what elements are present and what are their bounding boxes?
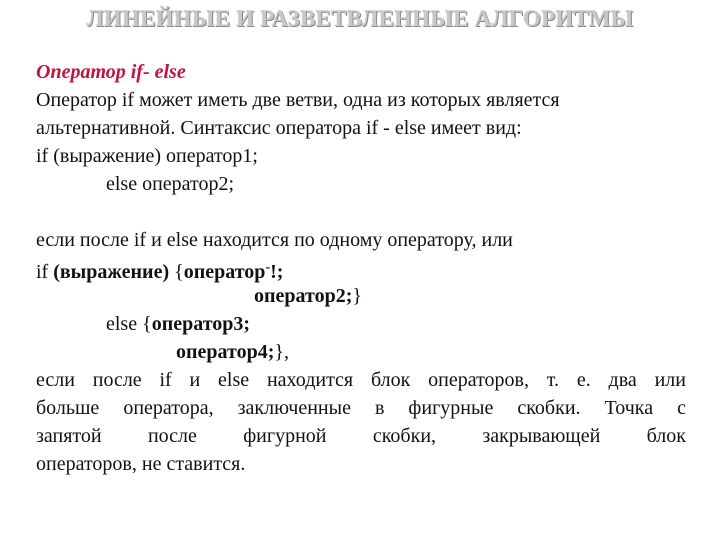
syntax-if-line: if (выражение) оператор1; [36, 145, 258, 167]
brace-close: } [352, 285, 362, 307]
block-syntax-line-2 [36, 282, 686, 310]
section-heading: Оператор if- else [36, 61, 186, 83]
paragraph-line: альтернативной. Синтаксис оператора if - else имеет вид: [36, 117, 522, 139]
block-syntax-line-4 [36, 338, 686, 366]
paragraph-line: больше оператора, заключенные в фигурные скобки. Точка с [36, 397, 686, 419]
spacer [36, 198, 686, 226]
block-syntax-else-line [36, 310, 686, 338]
if-keyword: if [36, 261, 49, 283]
statement-1-mark: - [265, 260, 271, 275]
slide-content [36, 58, 686, 478]
closing-tail: }, [274, 341, 289, 363]
paragraph-line: операторов, не ставится. [36, 453, 246, 475]
statement-1: оператор [183, 261, 266, 283]
statement-4: оператор4; [176, 341, 275, 363]
statement-2: оператор2; [254, 285, 353, 307]
statement-3: оператор3; [151, 313, 251, 335]
statement-1-end: !; [270, 261, 284, 283]
block-syntax-if-line [36, 254, 686, 282]
paragraph-line: если после if и else находится блок операторов, т. е. два или [36, 369, 686, 391]
brace-open: { [174, 261, 184, 283]
else-keyword: else [106, 313, 138, 335]
paragraph-line: Оператор if может иметь две ветви, одна из которых является [36, 89, 560, 111]
condition-text: (выражение) [53, 261, 170, 283]
brace-open-2: { [142, 313, 152, 335]
paragraph-line: если после if и else находится по одному оператору, или [36, 229, 513, 251]
slide-title: ЛИНЕЙНЫЕ И РАЗВЕТВЛЕННЫЕ АЛГОРИТМЫ [86, 6, 634, 31]
paragraph-line: запятой после фигурной скобки, закрывающей блок [36, 425, 686, 447]
syntax-else-line: else оператор2; [106, 173, 235, 195]
